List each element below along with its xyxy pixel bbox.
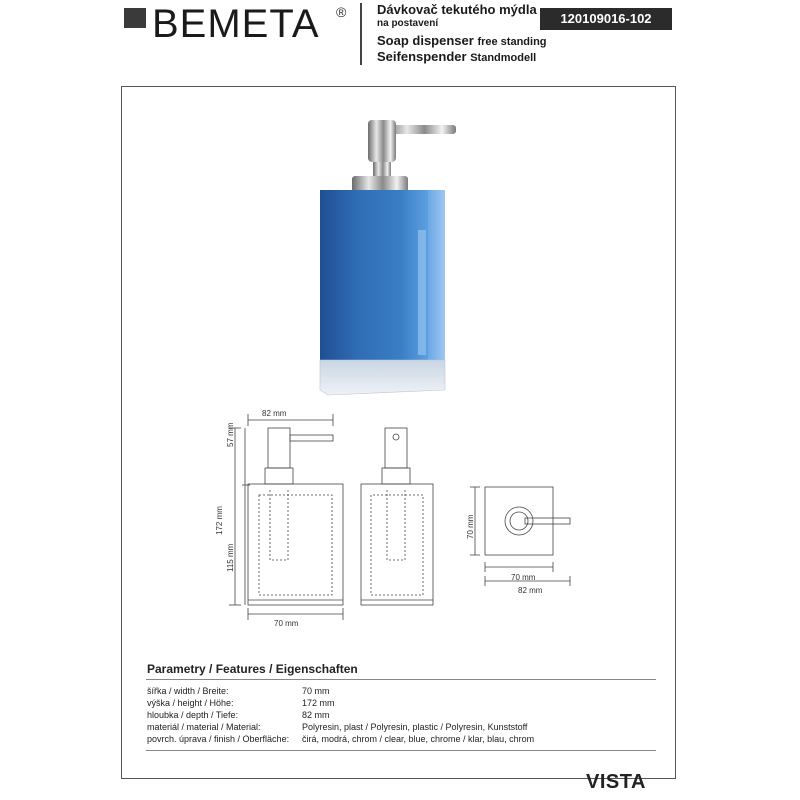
dim-top-inner-width: 70 mm [511,573,536,582]
title-cz: Dávkovač tekutého mýdla [377,2,537,17]
subtitle-cz: na postavení [377,18,439,29]
body-highlight [418,230,426,355]
logo-square-mark [124,8,146,28]
pump-spout [386,125,456,134]
header-divider [360,3,362,65]
param-value-depth: 82 mm [302,710,330,720]
param-value-material: Polyresin, plast / Polyresin, plastic / Polyresin, Kunststoff [302,722,528,732]
title-en-line [377,33,547,48]
param-label-height: výška / height / Höhe: [147,698,234,708]
dim-front-top-width: 82 mm [262,409,287,418]
title-de-line [377,49,536,64]
dim-body-height: 115 mm [226,543,235,572]
param-label-finish: povrch. úprava / finish / Oberfläche: [147,734,290,744]
parameters-title: Parametry / Features / Eigenschaften [147,662,358,676]
subtitle-en: free standing [477,36,547,48]
dispenser-body [320,190,428,360]
param-label-width: šířka / width / Breite: [147,686,229,696]
clear-base [320,360,445,395]
title-de: Seifenspender [377,49,467,64]
product-photo [300,110,470,400]
param-value-height: 172 mm [302,698,335,708]
parameters-divider-top [146,679,656,680]
pump-collar [352,176,408,192]
dim-top-depth: 70 mm [466,514,475,539]
registered-mark: ® [336,4,347,20]
dim-total-height: 172 mm [215,506,224,535]
model-name: VISTA [586,771,646,793]
parameters-divider-bottom [146,750,656,751]
param-value-finish: čirá, modrá, chrom / clear, blue, chrome / klar, blau, chrom [302,734,535,744]
param-value-width: 70 mm [302,686,330,696]
brand-logo: BEMETA [152,2,320,46]
pump-head [368,120,396,162]
param-label-depth: hloubka / depth / Tiefe: [147,710,239,720]
dispenser-side [428,190,445,360]
subtitle-de: Standmodell [470,52,537,64]
side-view-drawing [355,400,445,610]
param-label-material: materiál / material / Material: [147,722,261,732]
dim-pump-height: 57 mm [226,422,235,447]
product-code: 120109016-102 [540,8,672,30]
dim-top-outer-width: 82 mm [518,586,543,595]
title-en: Soap dispenser [377,33,474,48]
dim-front-bottom-width: 70 mm [274,619,299,628]
